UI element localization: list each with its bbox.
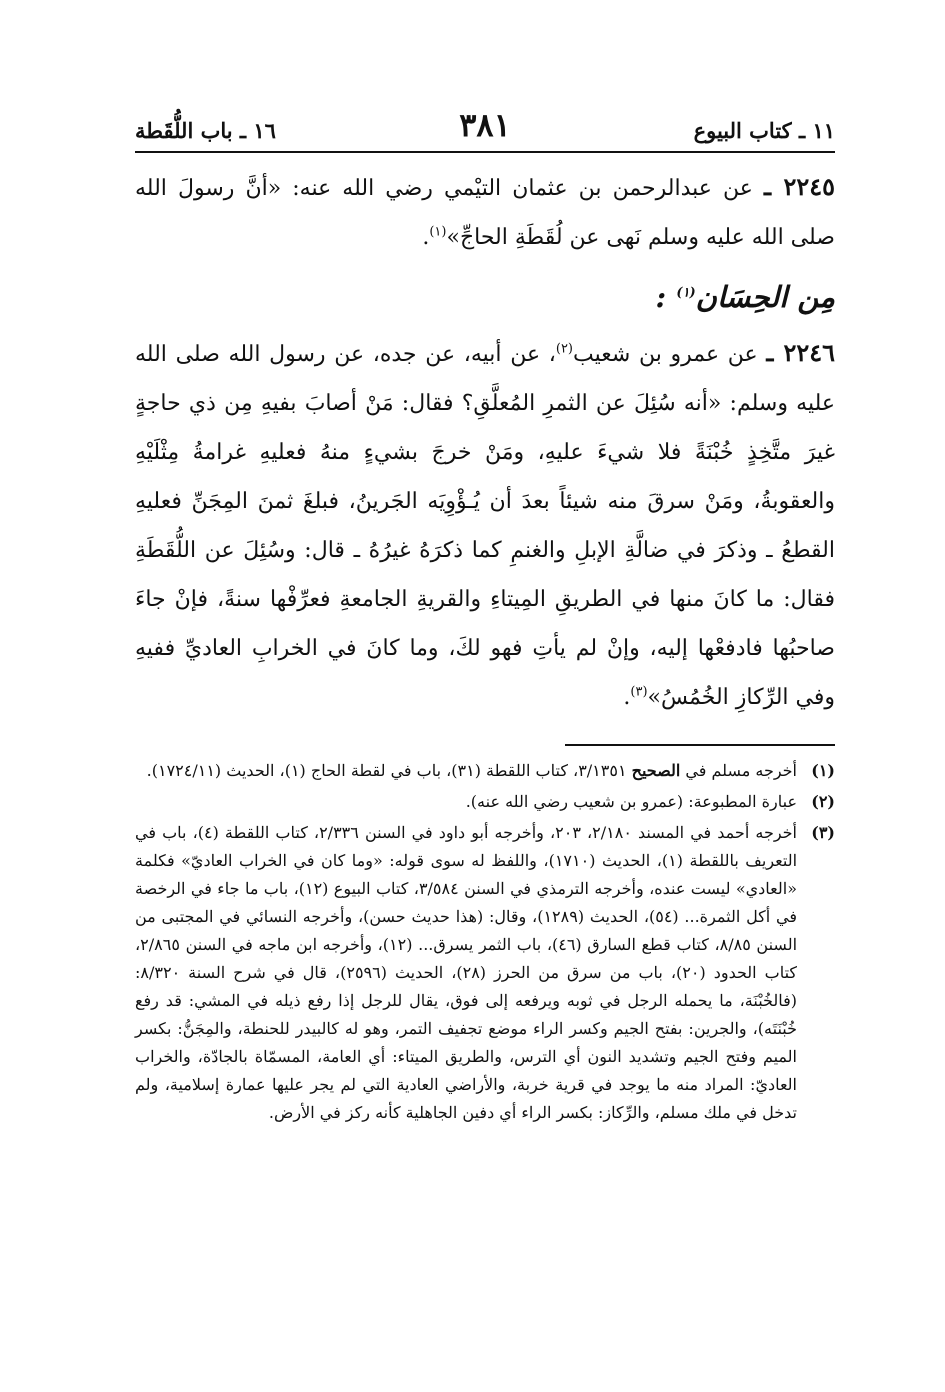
header-rule	[135, 151, 835, 153]
footnote-1	[135, 757, 835, 785]
hadith-2246	[135, 328, 835, 722]
footnote-ref: (١)	[676, 285, 696, 301]
page-number: ٣٨١	[459, 106, 511, 144]
section-heading-colon: :	[655, 280, 667, 314]
footnote-ref: (١)	[429, 224, 447, 240]
footnote-text: عبارة المطبوعة: (عمرو بن شعيب رضي الله عنه).	[465, 792, 797, 811]
footnote-source: الصحيح	[631, 761, 681, 780]
section-heading-text: مِن الحِسَان	[695, 280, 835, 314]
footnote-text: أخرجه أحمد في المسند ٢/١٨٠، ٢٠٣، وأخرجه أبو داود في السنن ٢/٣٣٦، كتاب اللقطة (٤)، باب في التعريف باللقطة (١)، الحديث (١٧١٠)، واللفظ له سوى قوله: «وما كان في الخراب العاديّ» فكلمة «العادي» ليست عنده، وأخرجه الترمذي في السنن ٣/٥٨٤، كتاب البيوع (١٢)، باب ما جاء في الرخصة في أكل الثمرة... (٥٤)، الحديث (١٢٨٩)، وقال: (هذا حديث حسن)، وأخرجه النسائي في المجتبى من السنن ٨/٨٥، كتاب قطع السارق (٤٦)، باب الثمر يسرق... (١٢)، وأخرجه ابن ماجه في السنن ٢/٨٦٥، كتاب الحدود (٢٠)، باب من سرق من الحرز (٢٨)، الحديث (٢٥٩٦)، قال في شرح السنة ٨/٣٢٠: (فالخُبْنَة، ما يحمله الرجل في ثوبه ويرفعه إلى فوق، يقال للرجل إذا رفع ذيله في المشي: قد رفع خُبْنَتَه)، والجرين: بفتح الجيم وكسر الراء موضع تجفيف التمر، وهو له كالبيدر للحنطة، والمِجَنُّ: بكسر الميم وفتح الجيم وتشديد النون أي الترس، والطريق الميتاء: أي العامة، المسمّاة بالجادّة، والخراب العاديّ: المراد منه ما يوجد في قرية خربة، والأراضي العادية التي لم يجر عليها عمارة إسلامية، ولم تدخل في ملك مسلم، والرِّكاز: بكسر الراء أي دفين الجاهلية كأنه ركز في الأرض.	[135, 823, 798, 1122]
footnote-ref: (٢)	[555, 341, 573, 357]
footnote-ref: (٣)	[630, 684, 648, 700]
hadith-2245	[135, 162, 835, 262]
footnote-2	[135, 788, 835, 816]
main-text	[135, 162, 835, 722]
hadith-text-b: ، عن أبيه، عن جده، عن رسول الله صلى الله عليه وسلم: «أنه سُئِلَ عن الثمرِ المُعلَّقِ؟ فقال: مَنْ أصابَ بفيهِ مِن ذي حاجةٍ غيرَ متَّخِذٍ خُبْنَةً فلا شيءَ عليهِ، ومَنْ خرجَ بشيءٍ منهُ فعليهِ غرامةُ مِثْلَيْهِ والعقوبةُ، ومَنْ سرقَ منه شيئاً بعدَ أن يُـؤْوِيَه الجَرينُ، فبلغَ ثمنَ المِجَنِّ فعليهِ القطعُ ـ وذكرَ في ضالَّةِ الإبلِ والغنمِ كما ذكرَهُ غيرُهُ ـ قال: وسُئِلَ عن اللُّقَطَةِ فقال: ما كانَ منها في الطريقِ المِيتاءِ والقريةِ الجامعةِ فعرِّفْها سنةً، فإنْ جاءَ صاحبُها فادفعْها إليه، وإنْ لم يأتِ فهو لكَ، وما كانَ في الخرابِ العاديِّ ففيهِ وفي الرِّكازِ الخُمُسُ»	[135, 342, 835, 710]
section-heading	[135, 266, 835, 328]
chapter-title: ١١ ـ كتاب البيوع	[693, 118, 835, 143]
hadith-text-a: عن عمرو بن شعيب	[573, 342, 758, 367]
footnote-number: (٣)	[811, 823, 835, 842]
hadith-number: ٢٢٤٦ ـ	[766, 338, 836, 367]
footnote-separator	[565, 744, 835, 746]
section-title: ١٦ ـ باب اللُّقَطة	[135, 118, 276, 143]
footnotes	[135, 757, 835, 1130]
hadith-end: .	[623, 685, 631, 710]
footnote-number: (١)	[811, 761, 835, 780]
footnote-text: ٣/١٣٥١، كتاب اللقطة (٣١)، باب في لقطة الحاج (١)، الحديث (١٧٢٤/١١).	[146, 761, 627, 780]
footnote-3	[135, 819, 835, 1127]
hadith-end: .	[422, 225, 430, 250]
footnote-number: (٢)	[811, 792, 835, 811]
footnote-text: أخرجه مسلم في	[685, 761, 797, 780]
hadith-text: عن عبدالرحمن بن عثمان التيْمي رضي الله عنه: «أنَّ رسولَ الله صلى الله عليه وسلم نَهى عن لُقَطَةِ الحاجِّ»	[135, 176, 835, 250]
running-header	[135, 104, 835, 152]
hadith-number: ٢٢٤٥ ـ	[763, 172, 835, 201]
